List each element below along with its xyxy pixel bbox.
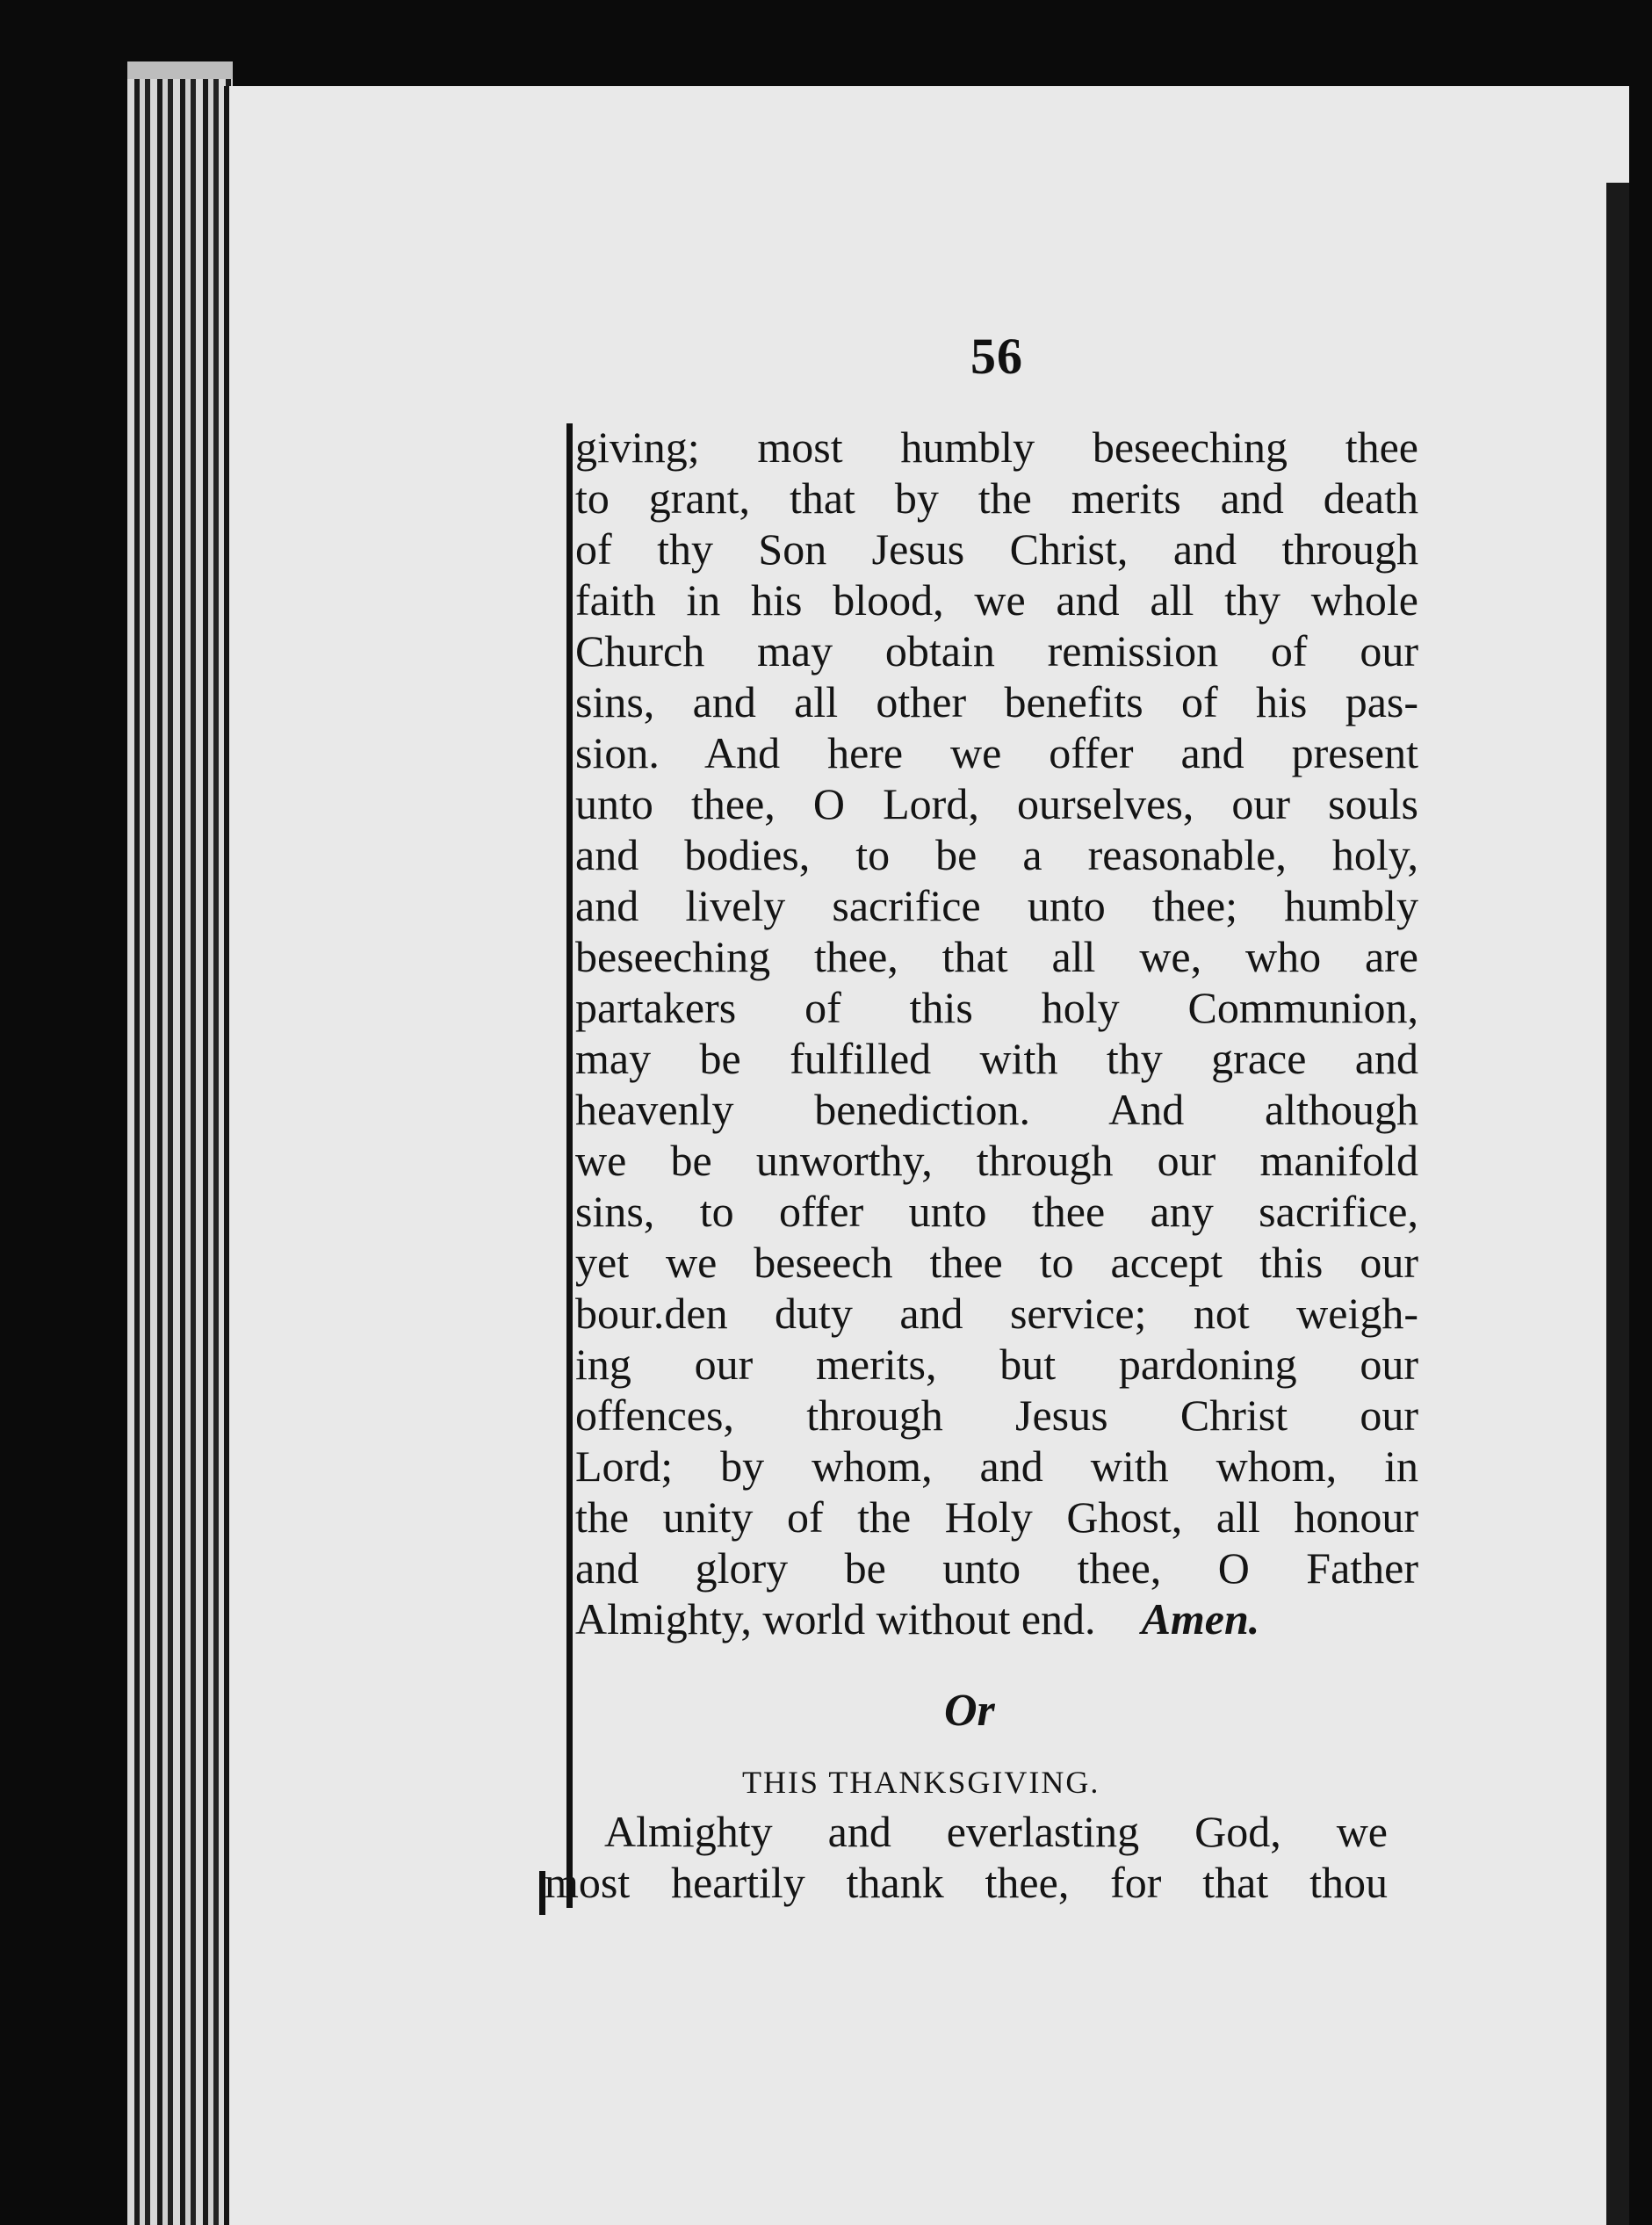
- body-text: [575, 422, 1418, 1644]
- text-line: we be unworthy, through our manifold: [575, 1136, 1418, 1185]
- text-line: partakers of this holy Communion,: [575, 983, 1418, 1032]
- amen-word: Amen.: [1141, 1594, 1260, 1643]
- page-number: 56: [970, 328, 1023, 385]
- text-line: and bodies, to be a reasonable, holy,: [575, 830, 1418, 879]
- text-line: most heartily thank thee, for that thou: [545, 1858, 1388, 1907]
- text-line: unto thee, O Lord, ourselves, our souls: [575, 779, 1418, 828]
- or-heading: Or: [944, 1686, 995, 1736]
- text-line: may be fulfilled with thy grace and: [575, 1034, 1418, 1083]
- text-line: to grant, that by the merits and death: [575, 473, 1418, 523]
- text-line: beseeching thee, that all we, who are: [575, 932, 1418, 981]
- page-edges: [127, 61, 233, 2225]
- page-shadow: [1606, 183, 1629, 2225]
- text-line: ing our merits, but pardoning our: [575, 1340, 1418, 1389]
- text-line: faith in his blood, we and all thy whole: [575, 575, 1418, 625]
- text-line: bour.den duty and service; not weigh-: [575, 1289, 1418, 1338]
- text-line: heavenly benediction. And although: [575, 1085, 1418, 1134]
- thanksgiving-text: [545, 1805, 1388, 1907]
- text-line: of thy Son Jesus Christ, and through: [575, 524, 1418, 574]
- text-line: Almighty and everlasting God, we: [604, 1807, 1388, 1856]
- text-line-final-words: Almighty, world without end.: [575, 1594, 1096, 1643]
- text-line: and lively sacrifice unto thee; humbly: [575, 881, 1418, 930]
- text-line: sins, to offer unto thee any sacrifice,: [575, 1187, 1418, 1236]
- text-line-final: [575, 1593, 1418, 1644]
- text-line: sins, and all other benefits of his pas-: [575, 677, 1418, 726]
- page-top-edge: [127, 61, 233, 79]
- text-line: giving; most humbly beseeching thee: [575, 423, 1418, 472]
- text-line: and glory be unto thee, O Father: [575, 1543, 1418, 1593]
- margin-rule: [566, 423, 573, 1908]
- text-line: the unity of the Holy Ghost, all honour: [575, 1492, 1418, 1542]
- text-line: sion. And here we offer and present: [575, 728, 1418, 777]
- text-line: Church may obtain remission of our: [575, 626, 1418, 675]
- text-line: yet we beseech thee to accept this our: [575, 1238, 1418, 1287]
- text-line: offences, through Jesus Christ our: [575, 1391, 1418, 1440]
- section-heading: THIS THANKSGIVING.: [742, 1765, 1100, 1800]
- text-line: Lord; by whom, and with whom, in: [575, 1441, 1418, 1491]
